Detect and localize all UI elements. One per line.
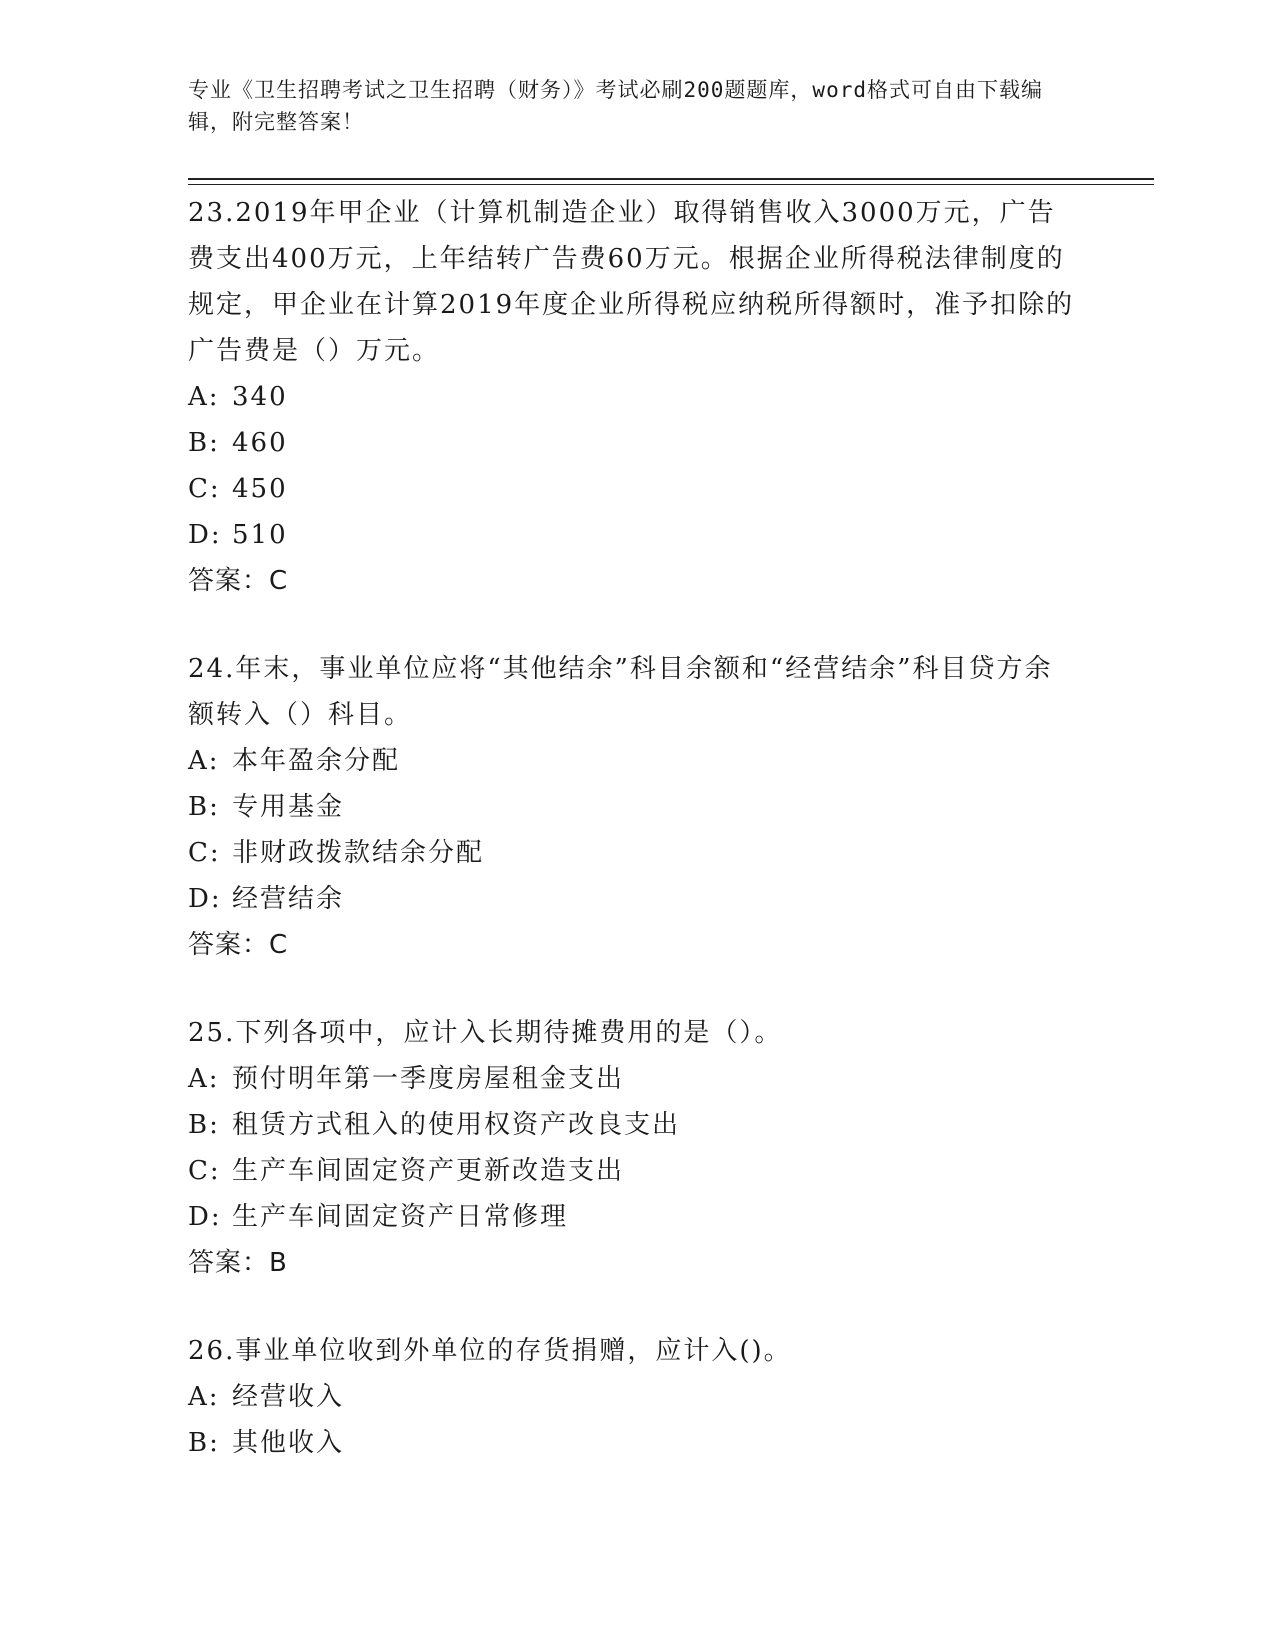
question-list [188, 190, 1078, 1508]
option-text: 经营结余 [232, 884, 345, 914]
option-key: B: [188, 1110, 220, 1140]
option-text: 预付明年第一季度房屋租金支出 [232, 1064, 625, 1094]
option-key: A: [188, 382, 220, 412]
option-text: 本年盈余分配 [232, 746, 401, 776]
option-a [188, 1374, 1078, 1420]
option-c [188, 466, 1078, 512]
question-stem: 26.事业单位收到外单位的存货捐赠，应计入()。 [188, 1336, 792, 1366]
option-key: D: [188, 884, 222, 914]
option-key: A: [188, 746, 220, 776]
option-key: C: [188, 474, 221, 504]
option-c [188, 830, 1078, 876]
option-key: C: [188, 838, 221, 868]
question-24 [188, 646, 1078, 968]
question-stem: 23.2019年甲企业（计算机制造企业）取得销售收入3000万元，广告费支出400万元，上年结转广告费60万元。根据企业所得税法律制度的规定，甲企业在计算2019年度企业所得税应纳税所得额时，准予扣除的广告费是（）万元。 [188, 198, 1075, 366]
option-b [188, 784, 1078, 830]
header-divider-thin [188, 184, 1154, 185]
option-text: 450 [232, 474, 288, 504]
question-23 [188, 190, 1078, 604]
question-stem: 25.下列各项中，应计入长期待摊费用的是（）。 [188, 1018, 783, 1048]
answer-line: 答案：C [188, 566, 289, 596]
option-c [188, 1148, 1078, 1194]
question-stem: 24.年末，事业单位应将“其他结余”科目余额和“经营结余”科目贷方余额转入（）科目。 [188, 654, 1053, 730]
answer-line: 答案：C [188, 930, 289, 960]
option-d [188, 1194, 1078, 1240]
option-key: A: [188, 1064, 220, 1094]
option-key: C: [188, 1156, 221, 1186]
option-b [188, 420, 1078, 466]
option-text: 其他收入 [232, 1428, 345, 1458]
option-key: B: [188, 792, 220, 822]
option-b [188, 1102, 1078, 1148]
header-divider-thick [188, 178, 1154, 180]
option-key: D: [188, 520, 222, 550]
option-d [188, 876, 1078, 922]
option-text: 生产车间固定资产更新改造支出 [232, 1156, 625, 1186]
option-a [188, 374, 1078, 420]
option-key: D: [188, 1202, 222, 1232]
option-text: 生产车间固定资产日常修理 [232, 1202, 569, 1232]
option-text: 经营收入 [232, 1382, 345, 1412]
option-text: 租赁方式租入的使用权资产改良支出 [232, 1110, 681, 1140]
question-25 [188, 1010, 1078, 1286]
question-26 [188, 1328, 1078, 1466]
option-b [188, 1420, 1078, 1466]
option-text: 专用基金 [232, 792, 345, 822]
option-key: B: [188, 428, 220, 458]
option-text: 非财政拨款结余分配 [232, 838, 485, 868]
option-d [188, 512, 1078, 558]
option-key: B: [188, 1428, 220, 1458]
option-text: 460 [232, 428, 288, 458]
option-text: 340 [232, 382, 288, 412]
option-a [188, 1056, 1078, 1102]
document-intro: 专业《卫生招聘考试之卫生招聘（财务）》考试必刷200题题库，word格式可自由下载编辑，附完整答案！ [188, 78, 1043, 134]
option-key: A: [188, 1382, 220, 1412]
option-a [188, 738, 1078, 784]
answer-line: 答案：B [188, 1248, 288, 1278]
option-text: 510 [232, 520, 288, 550]
